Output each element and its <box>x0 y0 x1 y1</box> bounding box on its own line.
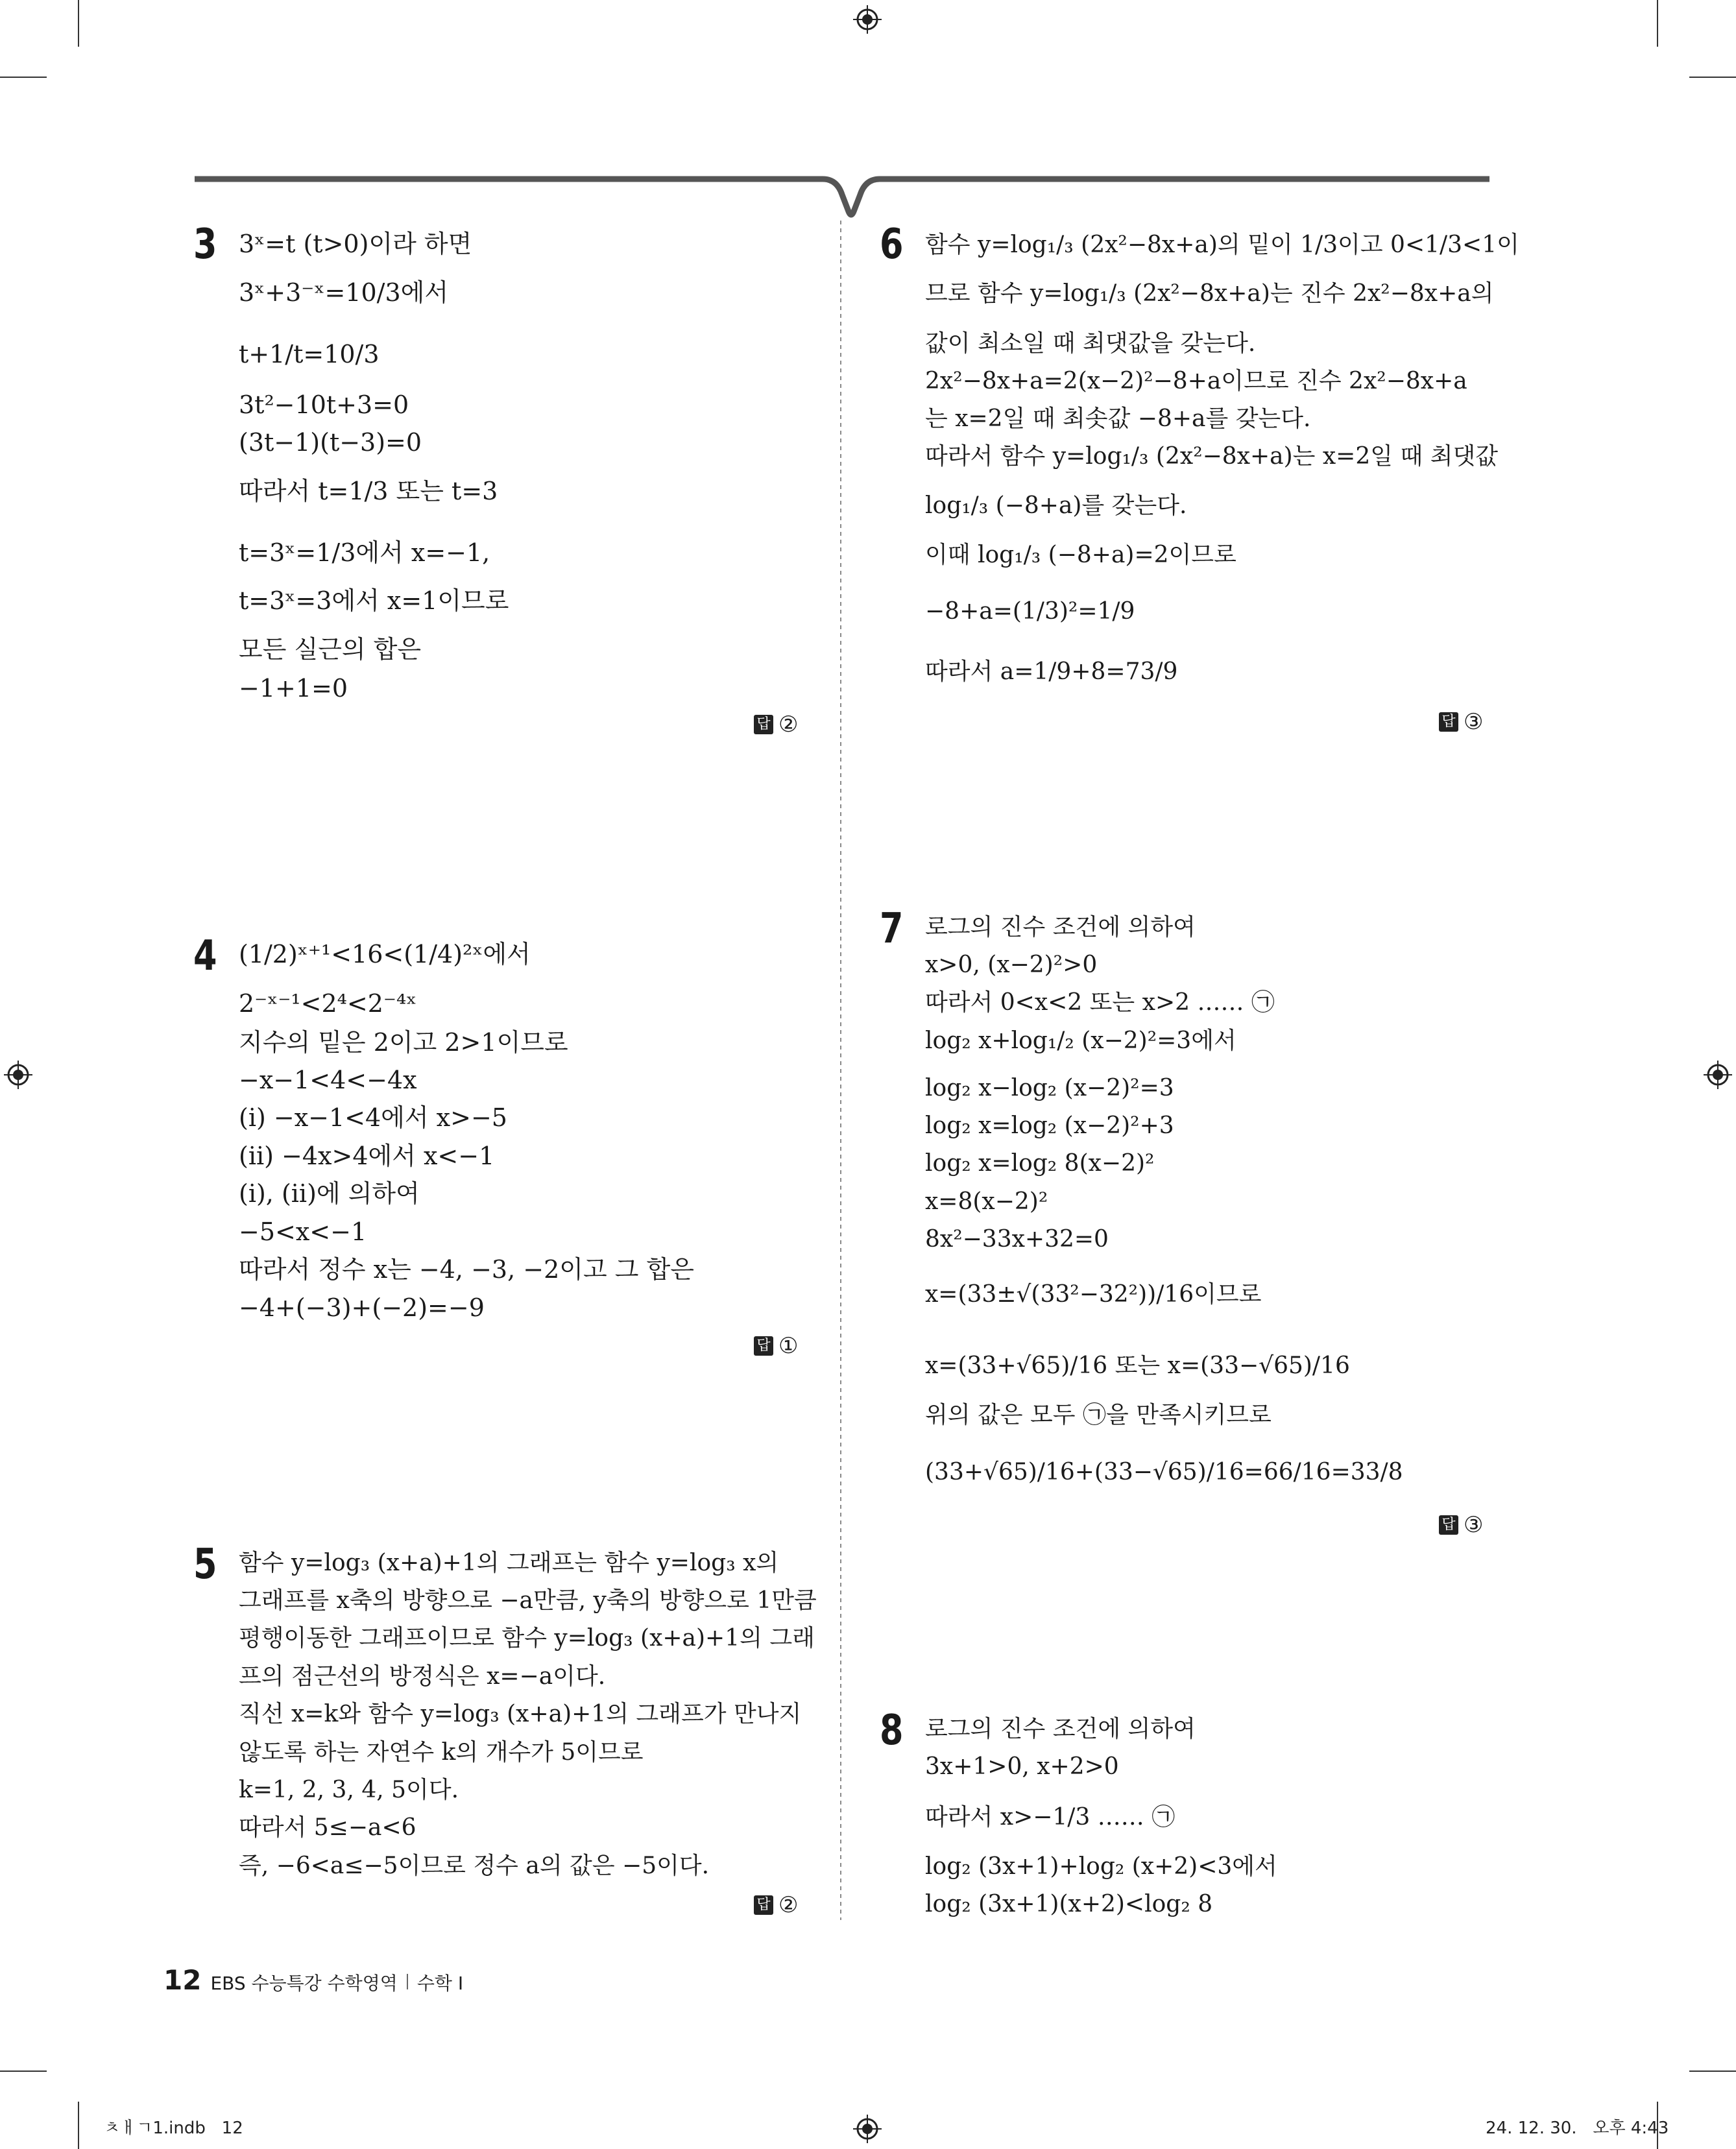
crop-mark <box>78 2102 79 2149</box>
solution-line: 로그의 진수 조건에 의하여 <box>925 914 1196 941</box>
solution-line: log₁/₃ (−8+a)를 갖는다. <box>925 492 1187 519</box>
solution-line: 지수의 밑은 2이고 2>1이므로 <box>239 1028 568 1057</box>
solution-line: 는 x=2일 때 최솟값 −8+a를 갖는다. <box>925 405 1311 432</box>
solution-line: log₂ (3x+1)(x+2)<log₂ 8 <box>925 1891 1213 1917</box>
solution-line: 값이 최소일 때 최댓값을 갖는다. <box>925 330 1256 357</box>
answer-label: 답 <box>754 715 773 734</box>
solution-line: 위의 값은 모두 ㉠을 만족시키므로 <box>925 1402 1272 1428</box>
answer-mark <box>754 714 798 736</box>
answer-label: 답 <box>1439 712 1458 732</box>
solution-line: (ⅱ) −4x>4에서 x<−1 <box>239 1142 495 1170</box>
solution-line: 로그의 진수 조건에 의하여 <box>925 1716 1196 1742</box>
solution-line: (1/2)ˣ⁺¹<16<(1/4)²ˣ에서 <box>239 940 531 968</box>
print-timestamp: 24. 12. 30. 오후 4:43 <box>1486 2119 1669 2138</box>
problem-number: 6 <box>880 221 904 269</box>
solution-line: (3t−1)(t−3)=0 <box>239 428 422 457</box>
solution-line: 따라서 a=1/9+8=73/9 <box>925 658 1178 685</box>
answer-choice: ② <box>778 712 799 738</box>
solution-line: x=(33±√(33²−32²))/16이므로 <box>925 1281 1262 1308</box>
solution-line: 직선 x=k와 함수 y=log₃ (x+a)+1의 그래프가 만나지 <box>239 1701 802 1727</box>
solution-line: (33+√65)/16+(33−√65)/16=66/16=33/8 <box>925 1459 1403 1485</box>
subject-title: 수학 Ⅰ <box>416 1973 464 1994</box>
page-footer <box>163 1964 464 1996</box>
footer-divider <box>407 1974 408 1989</box>
solution-line: 프의 점근선의 방정식은 x=−a이다. <box>239 1663 606 1690</box>
solution-line: (ⅰ) −x−1<4에서 x>−5 <box>239 1103 507 1132</box>
solution-line: (ⅰ), (ⅱ)에 의하여 <box>239 1179 420 1208</box>
solution-line: 함수 y=log₃ (x+a)+1의 그래프는 함수 y=log₃ x의 <box>239 1550 779 1576</box>
solution-line: t+1/t=10/3 <box>239 340 380 368</box>
solution-line: 따라서 t=1/3 또는 t=3 <box>239 477 498 505</box>
answer-choice: ③ <box>1464 709 1484 735</box>
solution-line: 3x+1>0, x+2>0 <box>925 1753 1119 1780</box>
solution-line: 따라서 x>−1/3 …… ㉠ <box>925 1804 1175 1831</box>
solution-line: −5<x<−1 <box>239 1218 367 1246</box>
solution-line: 즉, −6<a≤−5이므로 정수 a의 값은 −5이다. <box>239 1853 710 1879</box>
solution-line: k=1, 2, 3, 4, 5이다. <box>239 1777 459 1803</box>
answer-choice: ① <box>778 1333 799 1359</box>
solution-line: 이때 log₁/₃ (−8+a)=2이므로 <box>925 542 1236 568</box>
problem-number: 3 <box>193 221 217 269</box>
solution-line: log₂ (3x+1)+log₂ (x+2)<3에서 <box>925 1853 1277 1880</box>
solution-line: 따라서 0<x<2 또는 x>2 …… ㉠ <box>925 989 1275 1016</box>
answer-label: 답 <box>754 1895 773 1915</box>
solution-line: 3t²−10t+3=0 <box>239 390 409 419</box>
page-number: 12 <box>163 1964 202 1996</box>
crop-mark <box>0 2071 47 2072</box>
solution-line: 그래프를 x축의 방향으로 −a만큼, y축의 방향으로 1만큼 <box>239 1587 817 1614</box>
solution-line: −1+1=0 <box>239 674 348 702</box>
solution-line: log₂ x+log₁/₂ (x−2)²=3에서 <box>925 1027 1236 1054</box>
solution-line: 2x²−8x+a=2(x−2)²−8+a이므로 진수 2x²−8x+a <box>925 368 1467 394</box>
crop-mark <box>1689 2071 1736 2072</box>
solution-line: 않도록 하는 자연수 k의 개수가 5이므로 <box>239 1739 644 1766</box>
answer-mark <box>1439 711 1483 733</box>
solution-line: x=(33+√65)/16 또는 x=(33−√65)/16 <box>925 1352 1350 1379</box>
solution-line: −x−1<4<−4x <box>239 1066 417 1094</box>
problem-number: 5 <box>193 1541 217 1589</box>
answer-label: 답 <box>1439 1515 1458 1535</box>
solution-line: 따라서 함수 y=log₁/₃ (2x²−8x+a)는 x=2일 때 최댓값 <box>925 443 1499 470</box>
solution-line: 3ˣ=t (t>0)이라 하면 <box>239 230 472 258</box>
solution-line: −4+(−3)+(−2)=−9 <box>239 1293 485 1322</box>
solution-line: log₂ x=log₂ (x−2)²+3 <box>925 1112 1174 1139</box>
book-title: EBS 수능특강 수학영역 <box>210 1973 398 1994</box>
solution-line: log₂ x=log₂ 8(x−2)² <box>925 1150 1155 1177</box>
problem-number: 8 <box>880 1707 904 1755</box>
solution-line: 따라서 5≤−a<6 <box>239 1814 416 1841</box>
registration-mark-icon <box>853 2115 882 2143</box>
solution-line: 따라서 정수 x는 −4, −3, −2이고 그 합은 <box>239 1255 694 1284</box>
solution-line: 므로 함수 y=log₁/₃ (2x²−8x+a)는 진수 2x²−8x+a의 <box>925 280 1494 307</box>
problem-number: 7 <box>880 905 904 953</box>
solution-line: x>0, (x−2)²>0 <box>925 952 1098 978</box>
solution-line: 모든 실근의 합은 <box>239 635 422 664</box>
solution-line: 8x²−33x+32=0 <box>925 1226 1109 1253</box>
solution-line: log₂ x−log₂ (x−2)²=3 <box>925 1075 1174 1101</box>
answer-mark <box>1439 1514 1483 1536</box>
solution-line: 3ˣ+3⁻ˣ=10/3에서 <box>239 278 449 307</box>
solution-line: t=3ˣ=3에서 x=1이므로 <box>239 586 509 615</box>
answer-mark <box>754 1335 798 1357</box>
solution-line: 평행이동한 그래프이므로 함수 y=log₃ (x+a)+1의 그래 <box>239 1625 815 1651</box>
solution-line: 함수 y=log₁/₃ (2x²−8x+a)의 밑이 1/3이고 0<1/3<1이 <box>925 232 1519 258</box>
solution-line: 2⁻ˣ⁻¹<2⁴<2⁻⁴ˣ <box>239 989 417 1018</box>
file-slug: ㅊㅐㄱ1.indb 12 <box>104 2119 243 2138</box>
answer-choice: ② <box>778 1892 799 1918</box>
answer-mark <box>754 1894 798 1916</box>
answer-choice: ③ <box>1464 1512 1484 1538</box>
solution-line: −8+a=(1/3)²=1/9 <box>925 598 1135 625</box>
problem-number: 4 <box>193 932 217 980</box>
solution-line: x=8(x−2)² <box>925 1188 1048 1215</box>
answer-label: 답 <box>754 1336 773 1356</box>
solution-line: t=3ˣ=1/3에서 x=−1, <box>239 538 490 567</box>
